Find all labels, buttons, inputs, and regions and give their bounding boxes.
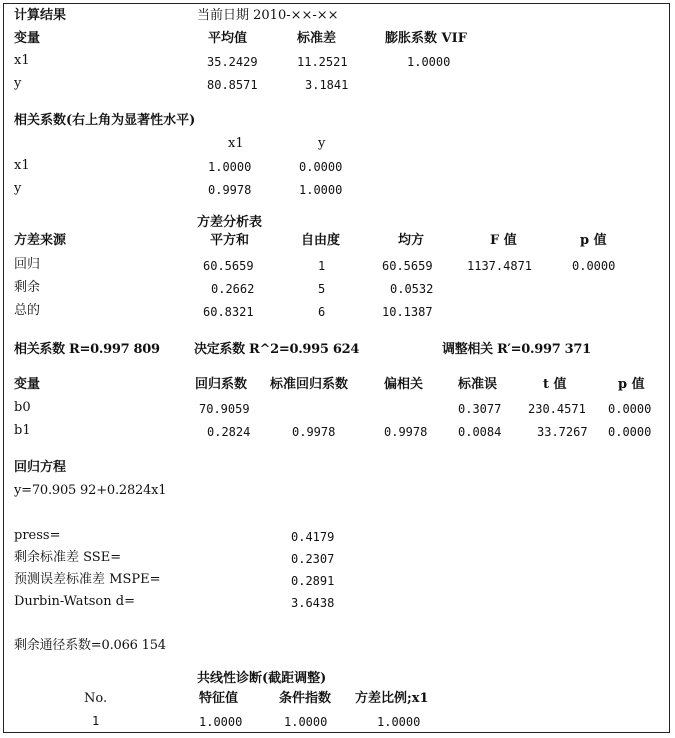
anova-cell-p: 0.0000 — [572, 259, 616, 273]
anova-cell-ss: 0.2662 — [211, 282, 255, 296]
coef-cell-coef: 0.2824 — [207, 425, 251, 439]
coef-row-name: b1 — [14, 423, 31, 438]
stats-header-std: 标准差 — [297, 31, 337, 46]
correlation-title: 相关系数(右上角为显著性水平) — [14, 113, 196, 128]
anova-header-ms: 均方 — [398, 233, 425, 248]
coef-cell-p: 0.0000 — [608, 425, 652, 439]
anova-cell-ms: 10.1387 — [382, 305, 433, 319]
stats-row-mean: 80.8571 — [207, 78, 258, 92]
residual-path-coefficient: 剩余通径系数=0.066 154 — [14, 638, 166, 653]
anova-cell-df: 1 — [318, 259, 326, 273]
correlation-row-name: x1 — [14, 158, 30, 173]
collinearity-header-variance: 方差比例;x1 — [355, 691, 429, 706]
mspe-label: 预测误差标准差 MSPE= — [14, 572, 161, 587]
report-date: 当前日期 2010-××-×× — [197, 8, 339, 23]
coef-cell-t: 33.7267 — [537, 425, 588, 439]
anova-cell-ms: 0.0532 — [390, 282, 434, 296]
anova-row-source: 回归 — [14, 257, 41, 272]
stats-row-std: 11.2521 — [297, 55, 348, 69]
anova-cell-f: 1137.4871 — [467, 259, 533, 273]
equation-title: 回归方程 — [14, 460, 67, 475]
coef-cell-std: 0.9978 — [292, 425, 336, 439]
collinearity-cell-eigen: 1.0000 — [199, 715, 243, 729]
anova-cell-ss: 60.8321 — [203, 305, 254, 319]
correlation-header-y: y — [318, 136, 326, 151]
coef-cell-se: 0.3077 — [458, 402, 502, 416]
stats-row-vif: 1.0000 — [407, 55, 451, 69]
collinearity-header-condition: 条件指数 — [279, 691, 332, 706]
anova-cell-df: 6 — [318, 305, 326, 319]
correlation-coefficient-r: 相关系数 R=0.997 809 — [14, 342, 160, 357]
press-label: press= — [14, 528, 61, 543]
stats-row-std: 3.1841 — [305, 78, 349, 92]
anova-row-source: 总的 — [14, 303, 41, 318]
anova-cell-ss: 60.5659 — [203, 259, 254, 273]
correlation-cell: 1.0000 — [299, 183, 343, 197]
coef-row-name: b0 — [14, 400, 31, 415]
coef-header-t: t 值 — [543, 377, 567, 392]
coef-cell-partial: 0.9978 — [384, 425, 428, 439]
stats-header-variable: 变量 — [14, 31, 41, 46]
stats-row-name: x1 — [14, 53, 30, 68]
determination-coefficient: 决定系数 R^2=0.995 624 — [194, 342, 360, 357]
coef-cell-p: 0.0000 — [608, 402, 652, 416]
mspe-value: 0.2891 — [291, 574, 335, 588]
stats-row-name: y — [14, 76, 22, 91]
coef-header-p: p 值 — [618, 377, 645, 392]
durbin-watson-value: 3.6438 — [291, 596, 335, 610]
correlation-cell: 0.0000 — [299, 160, 343, 174]
correlation-header-x1: x1 — [228, 136, 244, 151]
coef-cell-t: 230.4571 — [528, 402, 586, 416]
coef-header-se: 标准误 — [458, 377, 498, 392]
durbin-watson-label: Durbin-Watson d= — [14, 594, 135, 609]
adjusted-correlation: 调整相关 R′=0.997 371 — [442, 342, 591, 357]
correlation-row-name: y — [14, 181, 22, 196]
anova-header-ss: 平方和 — [210, 233, 250, 248]
collinearity-cell-condition: 1.0000 — [284, 715, 328, 729]
stats-header-vif: 膨胀系数 VIF — [385, 31, 467, 46]
anova-cell-df: 5 — [318, 282, 326, 296]
anova-title: 方差分析表 — [197, 215, 263, 230]
coef-header-variable: 变量 — [14, 377, 41, 392]
press-value: 0.4179 — [291, 530, 335, 544]
regression-equation: y=70.905 92+0.2824x1 — [14, 483, 167, 498]
anova-header-df: 自由度 — [301, 233, 341, 248]
anova-header-f: F 值 — [490, 233, 517, 248]
coef-cell-coef: 70.9059 — [199, 402, 250, 416]
collinearity-cell-variance: 1.0000 — [377, 715, 421, 729]
sse-label: 剩余标准差 SSE= — [14, 550, 122, 565]
report-title: 计算结果 — [14, 8, 67, 23]
coef-header-coef: 回归系数 — [195, 377, 248, 392]
collinearity-header-eigen: 特征值 — [199, 691, 239, 706]
anova-header-p: p 值 — [580, 233, 607, 248]
collinearity-cell-no: 1 — [92, 714, 100, 728]
anova-cell-ms: 60.5659 — [382, 259, 433, 273]
coef-header-std-coef: 标准回归系数 — [270, 377, 349, 392]
correlation-cell: 1.0000 — [208, 160, 252, 174]
stats-row-mean: 35.2429 — [207, 55, 258, 69]
sse-value: 0.2307 — [291, 552, 335, 566]
collinearity-header-no: No. — [84, 691, 108, 706]
anova-header-source: 方差来源 — [14, 233, 67, 248]
collinearity-title: 共线性诊断(截距调整) — [197, 671, 327, 686]
anova-row-source: 剩余 — [14, 280, 41, 295]
coef-cell-se: 0.0084 — [458, 425, 502, 439]
stats-header-mean: 平均值 — [208, 31, 248, 46]
correlation-cell: 0.9978 — [208, 183, 252, 197]
coef-header-partial: 偏相关 — [384, 377, 424, 392]
